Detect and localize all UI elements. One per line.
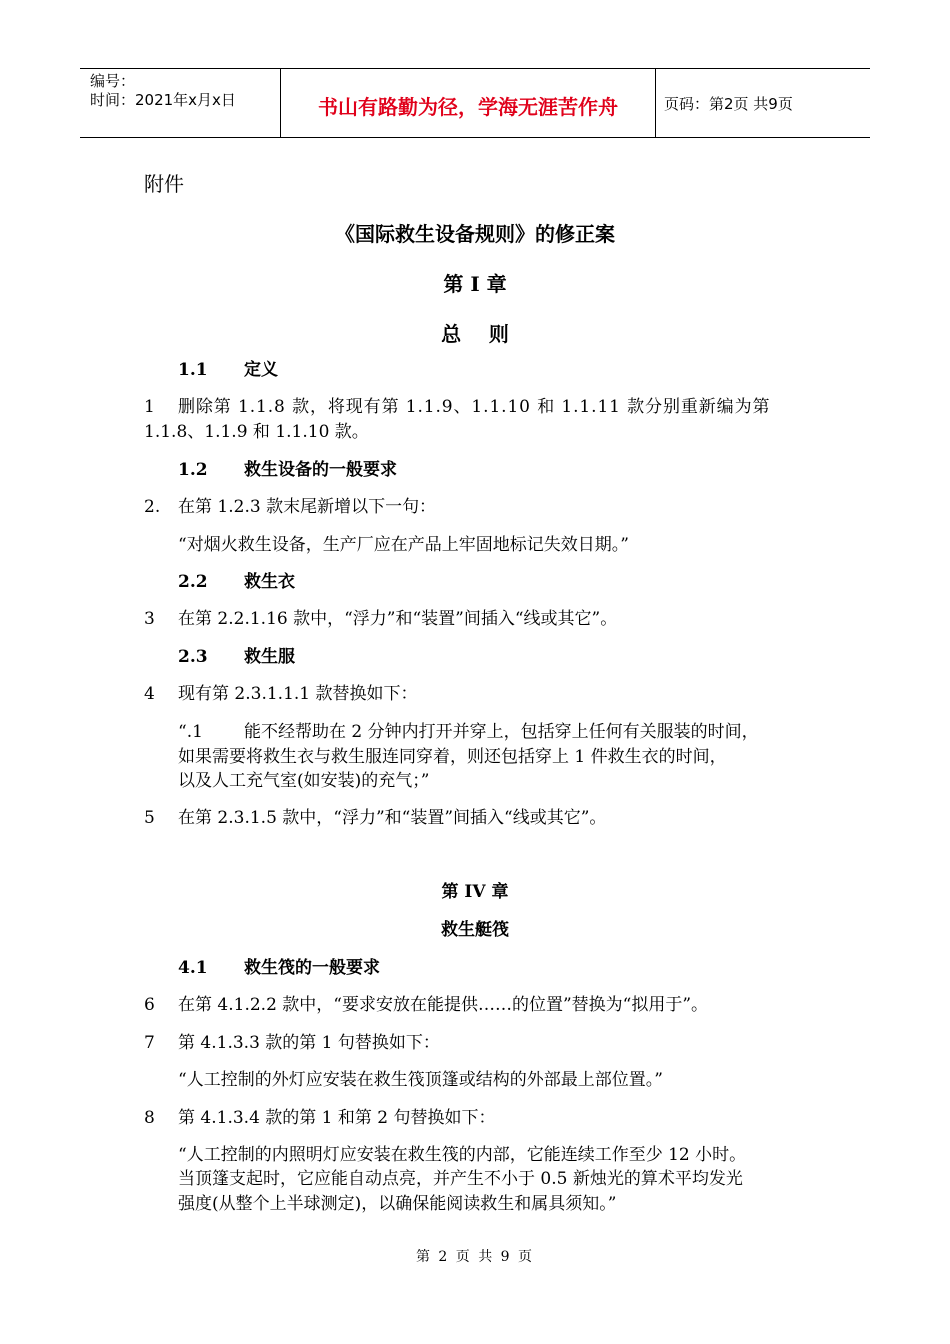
item-4-quote-line1: 能不经帮助在 2 分钟内打开并穿上，包括穿上任何有关服装的时间， xyxy=(244,722,759,742)
item-7-text: 第 4.1.3.3 款的第 1 句替换如下： xyxy=(178,1033,440,1053)
chapter-4-heading: 第 IV 章 xyxy=(441,882,509,902)
item-8-quote-line1: “人工控制的内照明灯应安装在救生筏的内部，它能连续工作至少 12 小时。 xyxy=(178,1145,747,1165)
section-1-2-number: 1.2 xyxy=(178,460,208,480)
item-4-quote-prefix: “.1 xyxy=(178,722,203,742)
document-title: 《国际救生设备规则》的修正案 xyxy=(335,222,615,246)
section-2-2-number: 2.2 xyxy=(178,572,208,592)
item-7-number: 7 xyxy=(144,1033,155,1053)
header-motto-cell xyxy=(280,69,656,137)
item-5-number: 5 xyxy=(144,808,155,828)
section-1-1-title: 定义 xyxy=(244,360,278,380)
item-1-text-line2: 1.1.8、1.1.9 和 1.1.10 款。 xyxy=(144,422,369,442)
item-8-quote-line2: 当顶篷支起时，它应能自动点亮，并产生不小于 0.5 新烛光的算术平均发光 xyxy=(178,1169,743,1189)
item-2-number: 2. xyxy=(144,497,161,517)
item-4-number: 4 xyxy=(144,684,155,704)
item-4-text: 现有第 2.3.1.1.1 款替换如下： xyxy=(178,684,418,704)
chapter-1-heading: 第 I 章 xyxy=(443,272,507,296)
section-4-1-title: 救生筏的一般要求 xyxy=(244,958,380,978)
item-6-text: 在第 4.1.2.2 款中，“要求安放在能提供……的位置”替换为“拟用于”。 xyxy=(178,995,709,1015)
item-8-quote-line3: 强度(从整个上半球测定)，以确保能阅读救生和属具须知。” xyxy=(178,1194,617,1214)
page-footer: 第 2 页 共 9 页 xyxy=(415,1249,535,1265)
section-2-3-title: 救生服 xyxy=(244,647,295,667)
attachment-label: 附件 xyxy=(144,172,184,196)
section-1-2-title: 救生设备的一般要求 xyxy=(244,460,397,480)
chapter-1-name: 总 则 xyxy=(441,322,509,346)
item-1-text-line1: 删除第 1.1.8 款，将现有第 1.1.9、1.1.10 和 1.1.11 款分别重新编为第 xyxy=(178,397,771,417)
item-4-quote-line3: 以及人工充气室(如安装)的充气；” xyxy=(178,771,430,791)
item-3-text: 在第 2.2.1.16 款中，“浮力”和“装置”间插入“线或其它”。 xyxy=(178,609,618,629)
item-3-number: 3 xyxy=(144,609,155,629)
chapter-4-name: 救生艇筏 xyxy=(441,920,509,940)
item-7-quote: “人工控制的外灯应安装在救生筏顶篷或结构的外部最上部位置。” xyxy=(178,1070,663,1090)
item-2-text: 在第 1.2.3 款末尾新增以下一句： xyxy=(178,497,437,517)
item-8-text: 第 4.1.3.4 款的第 1 和第 2 句替换如下： xyxy=(178,1108,496,1128)
section-2-3-number: 2.3 xyxy=(178,647,208,667)
section-4-1-number: 4.1 xyxy=(178,958,208,978)
section-2-2-title: 救生衣 xyxy=(244,572,295,592)
item-1-number: 1 xyxy=(144,397,155,417)
header-motto: 书山有路勤为径，学海无涯苦作舟 xyxy=(318,95,618,119)
item-6-number: 6 xyxy=(144,995,155,1015)
item-2-quote: “对烟火救生设备，生产厂应在产品上牢固地标记失效日期。” xyxy=(178,535,629,555)
item-5-text: 在第 2.3.1.5 款中，“浮力”和“装置”间插入“线或其它”。 xyxy=(178,808,607,828)
section-1-1-number: 1.1 xyxy=(178,360,208,380)
serial-label: 编号： xyxy=(90,72,136,90)
item-4-quote-line2: 如果需要将救生衣与救生服连同穿着，则还包括穿上 1 件救生衣的时间， xyxy=(178,747,727,767)
time-label: 时间：2021年x月x日 xyxy=(90,91,236,109)
page-header xyxy=(80,68,870,138)
header-meta xyxy=(80,69,280,137)
item-8-number: 8 xyxy=(144,1108,155,1128)
header-page-label: 页码：第2页 共9页 xyxy=(664,95,793,113)
